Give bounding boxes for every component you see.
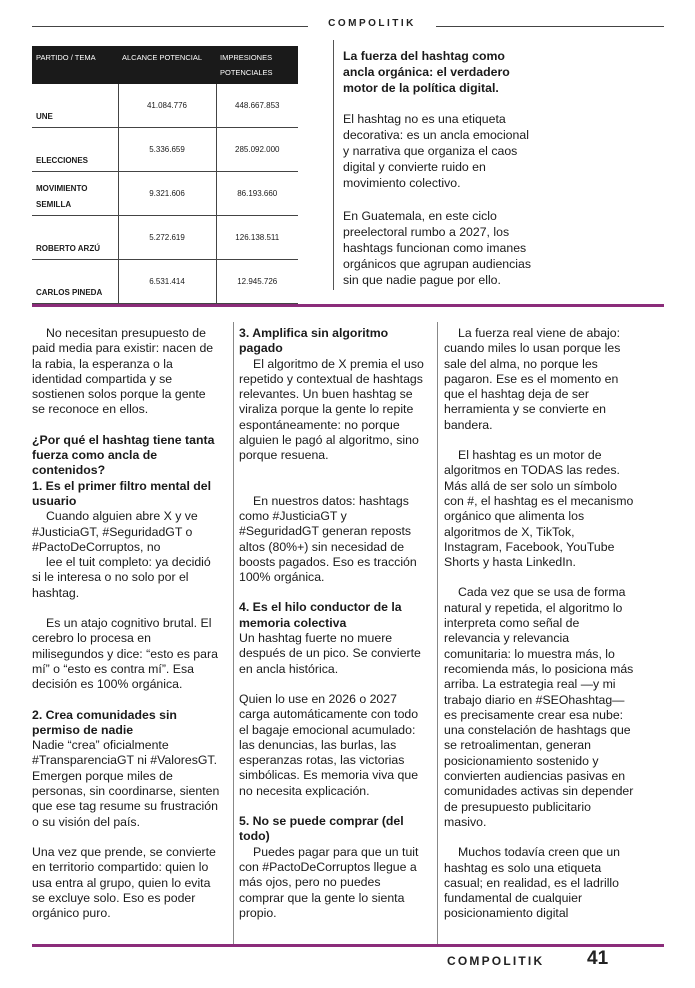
paragraph-spacer	[239, 479, 427, 494]
table-header-impressions: IMPRESIONES POTENCIALES	[216, 46, 298, 84]
section-heading: 5. No se puede comprar (del todo)	[239, 814, 404, 844]
paragraph-spacer	[32, 418, 220, 433]
table-cell-reach: 5.272.619	[118, 216, 216, 260]
body-paragraph: No necesitan presupuesto de paid media para existir: nacen de la rabia, la esperanza o la identidad compartida y se sostienen solos porque la gente se reconoce en ellos.	[32, 326, 214, 417]
header-rule-right	[436, 26, 664, 27]
paragraph-spacer	[239, 464, 427, 479]
table-row	[32, 84, 298, 128]
table-cell-impressions: 285.092.000	[216, 128, 298, 172]
body-paragraph: El algoritmo de X premia el uso repetido y contextual de hashtags relevantes. Un buen hashtag se viraliza porque la gente lo repite espontáneamente: no porque alguien le pagó al algoritmo, sino porque resuena.	[239, 356, 424, 463]
table-cell-party: CARLOS PINEDA	[32, 260, 118, 304]
intro-section	[343, 48, 535, 305]
body-paragraph: Cada vez que se usa de forma natural y repetida, el algoritmo lo interpreta como señal de relevancia y relevancia comunitaria: lo muestra más, lo recomienda más, lo posiciona más arriba. La estrategia real —y mi trabajo diario en #SEOhashtag— es precisamente crear esa nube: una constelación de hashtags que se retroalimentan, generan posicionamiento sostenido y convierten audiencias pasivas en comunidades activas sin depender de presupuesto publicitario masivo.	[444, 585, 634, 829]
table-header-reach: ALCANCE POTENCIAL	[118, 46, 216, 84]
column-divider	[233, 322, 234, 944]
body-paragraph: Muchos todavía creen que un hashtag es solo una etiqueta casual; en realidad, es el ladrillo fundamental de cualquier posicionamiento digital	[444, 845, 621, 921]
body-paragraph: Cuando alguien abre X y ve #JusticiaGT, #SeguridadGT o #PactoDeCorruptos, no	[32, 509, 198, 554]
paragraph-spacer	[444, 570, 636, 585]
section-heading: 3. Amplifica sin algoritmo pagado	[239, 326, 389, 356]
intro-divider	[333, 40, 334, 290]
footer-magazine-name: COMPOLITIK	[447, 954, 545, 968]
table-header-party: PARTIDO / TEMA	[32, 46, 118, 84]
intro-paragraph: En Guatemala, en este ciclo preelectoral rumbo a 2027, los hashtags funcionan como imanes orgánicos que agrupan audiencias sin que nadie pague por ello.	[343, 208, 532, 288]
table-cell-impressions: 86.193.660	[216, 172, 298, 216]
body-paragraph: Es un atajo cognitivo brutal. El cerebro lo procesa en milisegundos y dice: “esto es para mí” o “esto es contra mí”. Esa decisión es 100% orgánica.	[32, 616, 218, 692]
paragraph-spacer	[239, 799, 427, 814]
body-paragraph: lee el tuit completo: ya decidió si le interesa o no solo por el hashtag.	[32, 555, 211, 600]
body-paragraph: Puedes pagar para que un tuit con #PactoDeCorruptos llegue a más ojos, pero no puedes comprar que la gente lo sienta propio.	[239, 844, 419, 920]
section-heading: 2. Crea comunidades sin permiso de nadie	[32, 707, 177, 737]
section-heading: 1. Es el primer filtro mental del usuario	[32, 478, 212, 508]
page-number: 41	[587, 948, 609, 969]
hashtag-reach-table	[32, 46, 298, 304]
section-heading: 4. Es el hilo conductor de la memoria colectiva	[239, 600, 402, 630]
section-question-heading: ¿Por qué el hashtag tiene tanta fuerza como ancla de contenidos?	[32, 432, 215, 478]
header-magazine-name: COMPOLITIK	[328, 18, 416, 29]
body-paragraph: Un hashtag fuerte no muere después de un pico. Se convierte en ancla histórica.	[239, 631, 421, 676]
intro-paragraph: El hashtag no es una etiqueta decorativa: es un ancla emocional y narrativa que organiza el caos digital y convierte ruido en movimiento colectivo.	[343, 111, 529, 191]
article-column-2	[239, 326, 427, 921]
body-paragraph: Quien lo use en 2026 o 2027 carga automáticamente con todo el bagaje emocional acumulado: las denuncias, las burlas, las esperanzas rotas, las victorias simbólicas. Es memoria viva que no necesita explicación.	[239, 691, 419, 798]
table-cell-party: MOVIMIENTO SEMILLA	[32, 172, 118, 216]
table-cell-impressions: 12.945.726	[216, 260, 298, 304]
body-paragraph: El hashtag es un motor de algoritmos en TODAS las redes. Más allá de ser solo un símbolo con #, el hashtag es el mecanismo orgánico que alimenta los algoritmos de X, TikTok, Instagram, Facebook, YouTube Shorts y hasta LinkedIn.	[444, 448, 634, 570]
paragraph-spacer	[32, 830, 220, 845]
table-header-row	[32, 46, 298, 84]
body-paragraph: En nuestros datos: hashtags como #JusticiaGT y #SeguridadGT generan reposts altos (80%+) sin necesidad de boosts pagados. Eso es tracción 100% orgánica.	[239, 493, 417, 585]
table-cell-reach: 9.321.606	[118, 172, 216, 216]
paragraph-spacer	[32, 693, 220, 708]
table-row	[32, 172, 298, 216]
table-cell-reach: 5.336.659	[118, 128, 216, 172]
body-paragraph: Una vez que prende, se convierte en territorio compartido: quien lo usa entra al grupo, quien lo evita se excluye solo. Eso es poder orgánico puro.	[32, 844, 216, 921]
paragraph-spacer	[32, 601, 220, 616]
intro-title: La fuerza del hashtag como ancla orgánica: el verdadero motor de la política digital.	[343, 49, 510, 96]
table-cell-party: UNE	[32, 84, 118, 128]
article-column-1	[32, 326, 220, 921]
body-paragraph: La fuerza real viene de abajo: cuando miles lo usan porque les sale del alma, no porque les pagaron. Ese es el momento en que el hashtag deja de ser herramienta y se convierte en bandera.	[444, 326, 621, 432]
article-column-3	[444, 326, 636, 922]
body-paragraph: Nadie “crea” oficialmente #TransparenciaGT ni #ValoresGT. Emergen porque miles de personas, sin coordinarse, sienten que ese tag resume su frustración o su visión del país.	[32, 738, 220, 829]
paragraph-spacer	[239, 585, 427, 600]
table-row	[32, 216, 298, 260]
column-divider	[437, 322, 438, 944]
table-cell-party: ROBERTO ARZÚ	[32, 216, 118, 260]
paragraph-spacer	[444, 433, 636, 448]
paragraph-spacer	[239, 677, 427, 692]
table-cell-impressions: 448.667.853	[216, 84, 298, 128]
table-cell-reach: 41.084.776	[118, 84, 216, 128]
table-cell-impressions: 126.138.511	[216, 216, 298, 260]
table-row	[32, 260, 298, 304]
section-separator-top	[32, 304, 664, 307]
table-row	[32, 128, 298, 172]
table-cell-party: ELECCIONES	[32, 128, 118, 172]
paragraph-spacer	[444, 830, 636, 845]
table-cell-reach: 6.531.414	[118, 260, 216, 304]
header-rule-left	[32, 26, 308, 27]
section-separator-bottom	[32, 944, 664, 947]
